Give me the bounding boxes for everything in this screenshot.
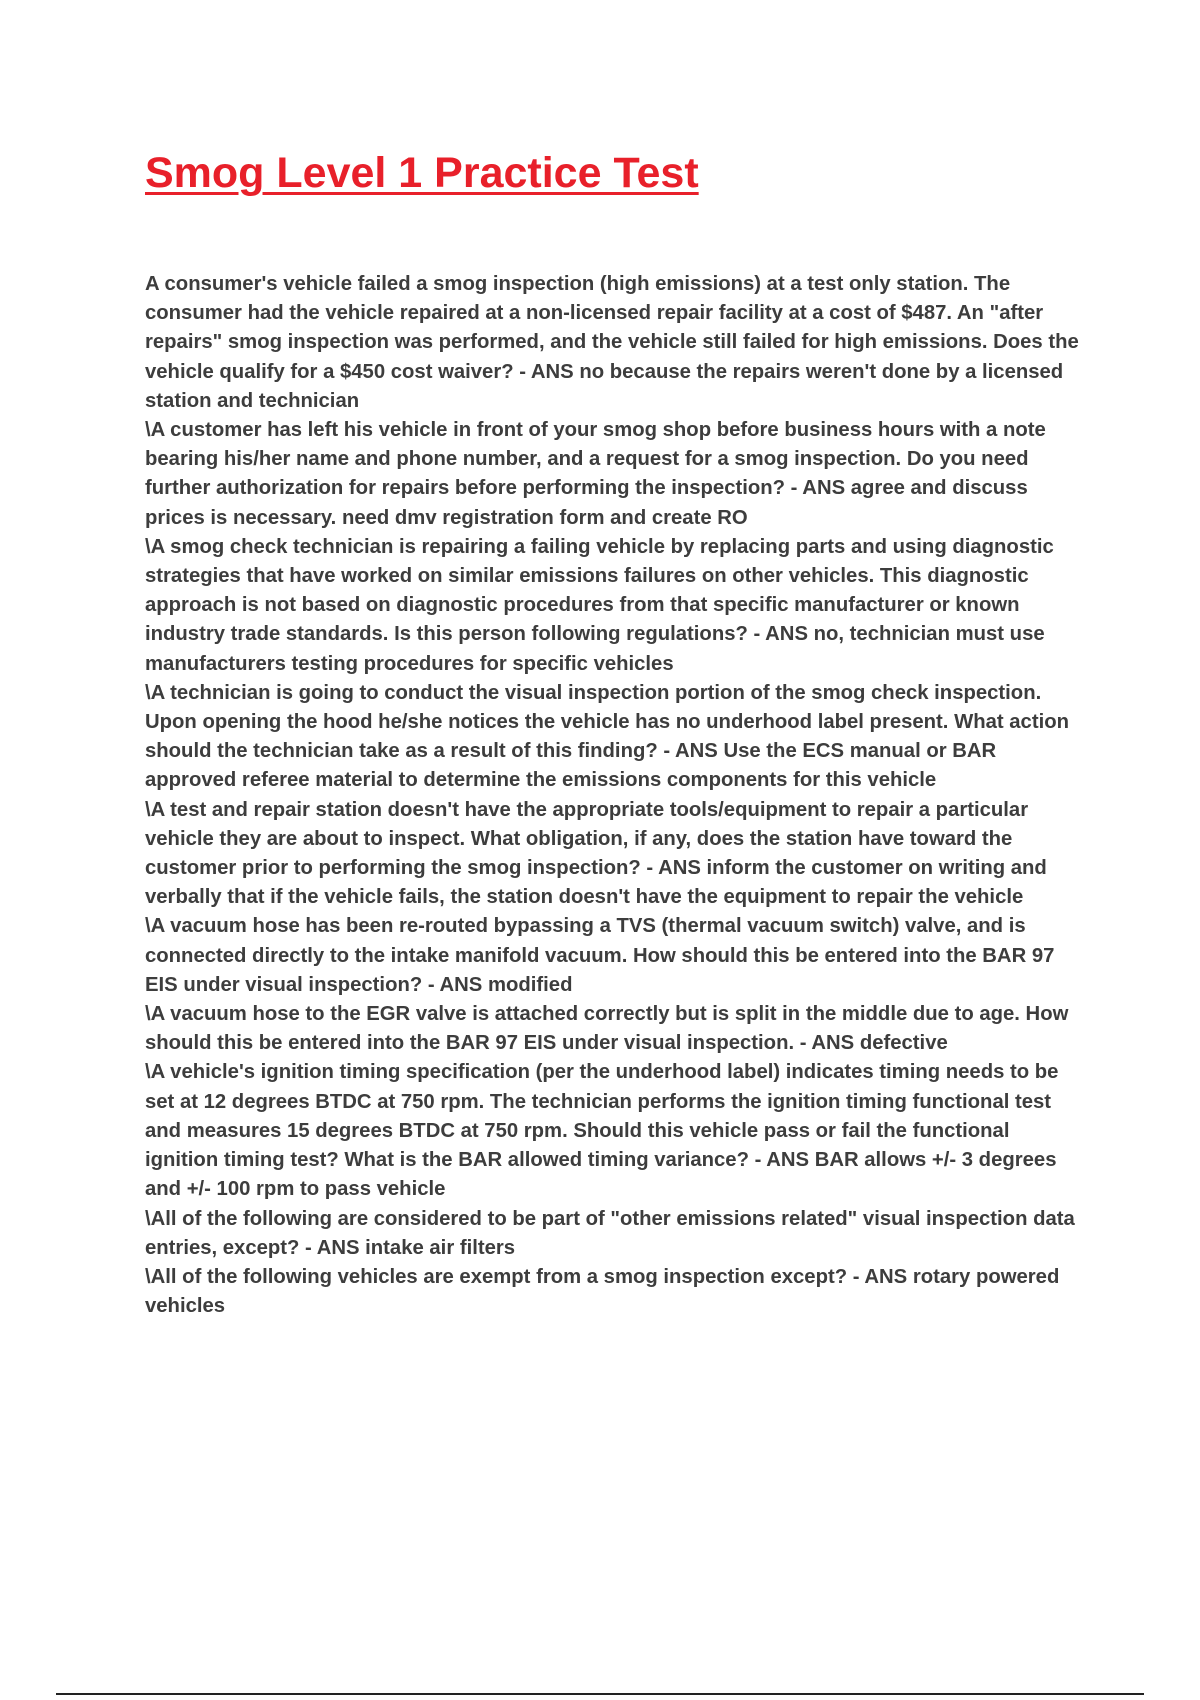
qa-entry: A consumer's vehicle failed a smog inspection (high emissions) at a test only station. The consumer had the vehicle repaired at a non-licensed repair facility at a cost of $487. An "after repairs" smog inspection was performed, and the vehicle still failed for high emissions. Does the vehicle qualify for a $450 cost waiver? - ANS no because the repairs weren't done by a licensed station and technician [145,273,1079,412]
qa-entry: \A technician is going to conduct the visual inspection portion of the smog check inspection. Upon opening the hood he/she notices the vehicle has no underhood label present. What action should the technician take as a result of this finding? - ANS Use the ECS manual or BAR approved referee material to determine the emissions components for this vehicle [145,681,1070,792]
qa-entry: \All of the following are considered to be part of "other emissions related" visual inspection data entries, except? - ANS intake air filters [145,1207,1075,1259]
qa-entry: \A vacuum hose has been re-routed bypassing a TVS (thermal vacuum switch) valve, and is connected directly to the intake manifold vacuum. How should this be entered into the BAR 97 EIS under visual inspection? - ANS modified [145,915,1055,996]
qa-entry: \A customer has left his vehicle in front of your smog shop before business hours with a note bearing his/her name and phone number, and a request for a smog inspection. Do you need further authorization for repairs before performing the inspection? - ANS agree and discuss prices is necessary. need dmv registration form and create RO [145,419,1046,529]
question-answer-list [145,270,1085,1321]
qa-entry: \A smog check technician is repairing a failing vehicle by replacing parts and using diagnostic strategies that have worked on similar emissions failures on other vehicles. This diagnostic approach is not based on diagnostic procedures from that specific manufacturer or known industry trade standards. Is this person following regulations? - ANS no, technician must use manufacturers testing procedures for specific vehicles [145,535,1054,675]
qa-entry: \A test and repair station doesn't have the appropriate tools/equipment to repair a particular vehicle they are about to inspect. What obligation, if any, does the station have toward the customer prior to performing the smog inspection? - ANS inform the customer on writing and verbally that if the vehicle fails, the station doesn't have the equipment to repair the vehicle [145,798,1047,909]
page-bottom-rule [56,1693,1144,1695]
document-title: Smog Level 1 Practice Test [145,149,699,197]
qa-entry: \A vacuum hose to the EGR valve is attached correctly but is split in the middle due to age. How should this be entered into the BAR 97 EIS under visual inspection. - ANS defective [145,1003,1069,1055]
qa-entry: \All of the following vehicles are exempt from a smog inspection except? - ANS rotary powered vehicles [145,1265,1060,1318]
qa-entry: \A vehicle's ignition timing specification (per the underhood label) indicates timing needs to be set at 12 degrees BTDC at 750 rpm. The technician performs the ignition timing functional test and measures 15 degrees BTDC at 750 rpm. Should this vehicle pass or fail the functional ignition timing test? What is the BAR allowed timing variance? - ANS BAR allows +/- 3 degrees and +/- 100 rpm to pass vehicle [145,1061,1059,1201]
